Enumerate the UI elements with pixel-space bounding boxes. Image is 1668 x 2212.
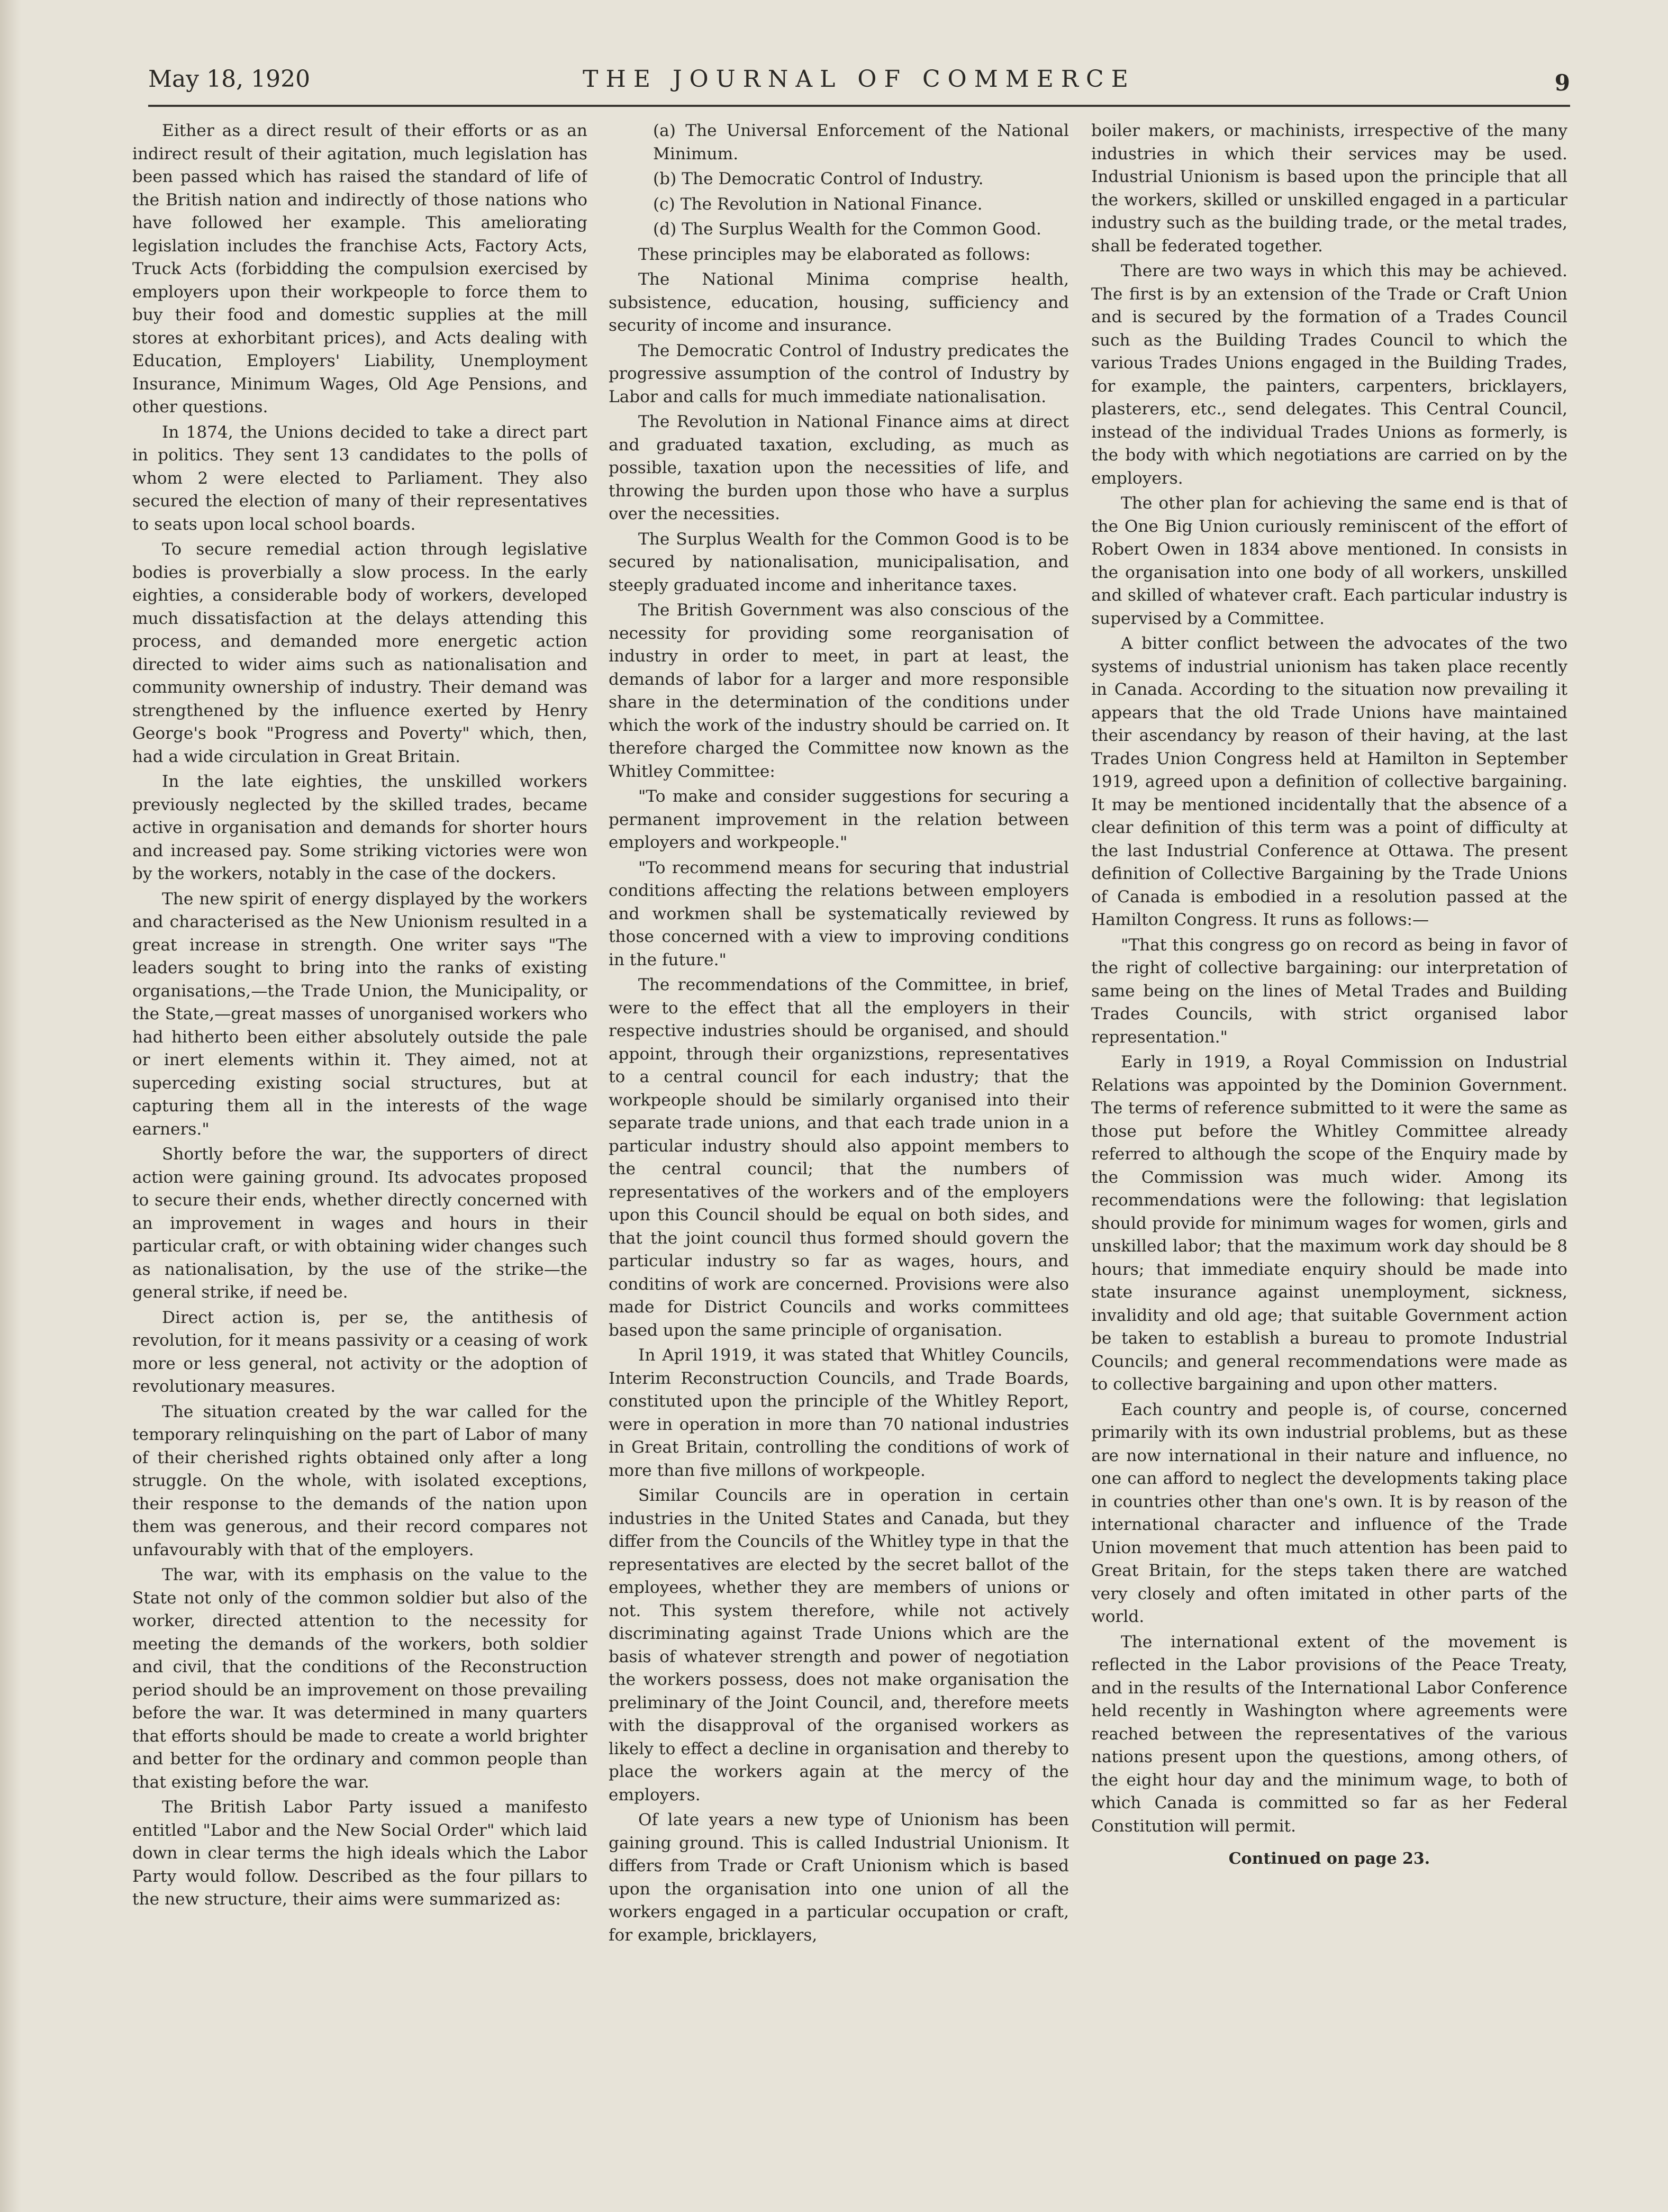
paragraph: The recommendations of the Committee, in brief, were to the effect that all the employers in their respective industries should be organised, and should appoint, through their organizstions, representatives to a central council for each industry; that the workpeople should be similarly organised into their separate trade unions, and that each trade union in a particular industry should also appoint members to the central council; that the numbers of representatives of the workers and of the employers upon this Council should be equal on both sides, and that the joint council thus formed should govern the particular industry so far as wages, hours, and conditins of work are concerned. Provisions were also made for District Councils and works committees based upon the same principle of organisation.: [609, 975, 1069, 1340]
paragraph: The other plan for achieving the same end is that of the One Big Union curiously reminiscent of the effort of Robert Owen in 1834 above mentioned. In consists in the organisation into one body of all workers, unskilled and skilled of whatever craft. Each particular industry is supervised by a Committee.: [1091, 494, 1567, 628]
paragraph: The British Labor Party issued a manifesto entitled "Labor and the New Social Order" which laid down in clear terms the high ideals which the Labor Party would follow. Described as the four pillars to the new structure, their aims were summarized as:: [132, 1798, 587, 1909]
paragraph: These principles may be elaborated as follows:: [638, 244, 1031, 264]
paragraph: The National Minima comprise health, subsistence, education, housing, sufficiency and security of income and insurance.: [609, 270, 1069, 335]
paragraph: The international extent of the movement is reflected in the Labor provisions of the Peace Treaty, and in the results of the International Labor Conference held recently in Washington where agreements were reached between the representatives of the various nations present upon the questions, among others, of the eight hour day and the minimum wage, to both of which Canada is committed so far as her Federal Constitution will permit.: [1091, 1632, 1567, 1836]
paragraph: The British Government was also conscious of the necessity for providing some reorganisation of industry in order to meet, in part at least, the demands of labor for a larger and more responsible share in the determination of the conditions under which the work of the industry should be carried on. It therefore charged the Committee now known as the Whitley Committee:: [609, 601, 1069, 781]
paragraph: In 1874, the Unions decided to take a direct part in politics. They sent 13 candidates to the polls of whom 2 were elected to Parliament. They also secured the election of many of their representatives to seats upon local school boards.: [132, 422, 587, 534]
paragraph: The Surplus Wealth for the Common Good is to be secured by nationalisation, municipalisation, and steeply graduated income and inheritance taxes.: [609, 529, 1069, 595]
paragraph: A bitter conflict between the advocates of the two systems of industrial unionism has taken place recently in Canada. According to the situation now prevailing it appears that the old Trade Unions have maintained their ascendancy by reason of their having, at the last Trades Union Congress held at Hamilton in September 1919, agreed upon a definition of collective bargaining. It may be mentioned incidentally that the absence of a clear definition of this term was a point of difficulty at the last Industrial Conference at Ottawa. The present definition of Collective Bargaining by the Trade Unions of Canada is embodied in a resolution passed at the Hamilton Congress. It runs as follows:—: [1091, 634, 1567, 929]
paragraph: There are two ways in which this may be achieved. The first is by an extension of the Trade or Craft Union and is secured by the formation of a Trades Council such as the Building Trades Council to which the various Trades Unions engaged in the Building Trades, for example, the painters, carpenters, bricklayers, plasterers, etc., send delegates. This Central Council, instead of the individual Trades Unions as formerly, is the body with which negotiations are carried on by the employers.: [1091, 261, 1567, 488]
journal-title: THE JOURNAL OF COMMERCE: [583, 66, 1136, 93]
page-number: 9: [1554, 70, 1570, 96]
paragraph: The war, with its emphasis on the value to the State not only of the common soldier but also of the worker, directed attention to the necessity for meeting the demands of the workers, both soldier and civil, that the conditions of the Reconstruction period should be an improvement on those prevailing before the war. It was determined in many quarters that efforts should be made to create a world brighter and better for the ordinary and common people than that existing before the war.: [132, 1565, 587, 1792]
quotation: "That this congress go on record as being in favor of the right of collective bargaining: our interpretation of same being on the lines of Metal Trades and Building Trades Councils, with strict organised labor representation.": [1091, 935, 1567, 1047]
paragraph: Early in 1919, a Royal Commission on Industrial Relations was appointed by the Dominion Government. The terms of reference submitted to it were the same as those put before the Whitley Committee already referred to although the scope of the Enquiry made by the Commission was much wider. Among its recommendations were the following: that legislation should provide for minimum wages for women, girls and unskilled labor; that the maximum work day should be 8 hours; that immediate enquiry should be made into state insurance against unemployment, sickness, invalidity and old age; that suitable Government action be taken to establish a bureau to promote Industrial Councils; and general recommendations were made as to collective bargaining and upon other matters.: [1091, 1053, 1567, 1394]
list-item: (a) The Universal Enforcement of the National Minimum.: [653, 121, 1069, 164]
paragraph: The situation created by the war called for the temporary relinquishing on the part of Labor of many of their cherished rights obtained only after a long struggle. On the whole, with isolated exceptions, their response to the demands of the nation upon them was generous, and their record compares not unfavourably with that of the employers.: [132, 1402, 587, 1560]
running-head: [148, 62, 1570, 107]
paragraph: Each country and people is, of course, concerned primarily with its own industrial problems, but as these are now international in their nature and influence, no one can afford to neglect the developments taking place in countries other than one's own. It is by reason of the international character and influence of the Trade Union movement that much attention has been paid to Great Britain, for the steps taken there are watched very closely and often imitated in other parts of the world.: [1091, 1400, 1567, 1626]
paragraph: To secure remedial action through legislative bodies is proverbially a slow process. In the early eighties, a considerable body of workers, developed much dissatisfaction at the delays attending this process, and demanded more energetic action directed to wider aims such as nationalisation and community ownership of industry. Their demand was strengthened by the influence exerted by Henry George's book "Progress and Poverty" which, then, had a wide circulation in Great Britain.: [132, 540, 587, 766]
quotation: "To recommend means for securing that industrial conditions affecting the relations between employers and workmen shall be systematically reviewed by those concerned with a view to improving conditions in the future.": [609, 858, 1069, 969]
paragraph: Either as a direct result of their efforts or as an indirect result of their agitation, much legislation has been passed which has raised the standard of life of the British nation and indirectly of those nations who have followed her example. This ameliorating legislation includes the franchise Acts, Factory Acts, Truck Acts (forbidding the compulsion exercised by employers upon their workpeople to force them to buy their food and domestic supplies at the mill stores at exhorbitant prices), and Acts dealing with Education, Employers' Liability, Unemployment Insurance, Minimum Wages, Old Age Pensions, and other questions.: [132, 121, 587, 416]
paragraph: The Revolution in National Finance aims at direct and graduated taxation, excluding, as much as possible, taxation upon the necessities of life, and throwing the burden upon those who have a surplus over the necessities.: [609, 412, 1069, 523]
paragraph: In the late eighties, the unskilled workers previously neglected by the skilled trades, became active in organisation and demands for shorter hours and increased pay. Some striking victories were won by the workers, notably in the case of the dockers.: [132, 772, 587, 883]
paragraph: boiler makers, or machinists, irrespective of the many industries in which their services may be used. Industrial Unionism is based upon the principle that all the workers, skilled or unskilled engaged in a particular industry such as the building trade, or the metal trades, shall be federated together.: [1091, 121, 1567, 256]
paragraph: In April 1919, it was stated that Whitley Councils, Interim Reconstruction Councils, and Trade Boards, constituted upon the principle of the Whitley Report, were in operation in more than 70 national industries in Great Britain, controlling the conditions of work of more than five millons of workpeople.: [609, 1346, 1069, 1480]
paragraph: Shortly before the war, the supporters of direct action were gaining ground. Its advocates proposed to secure their ends, whether directly concerned with an improvement in wages and hours in their particular craft, or with obtaining wider changes such as nationalisation, by the use of the strike—the general strike, if need be.: [132, 1145, 587, 1302]
issue-date: May 18, 1920: [148, 66, 311, 93]
quotation: "To make and consider suggestions for securing a permanent improvement in the relation between employers and workpeople.": [609, 787, 1069, 852]
continued-note: Continued on page 23.: [1228, 1850, 1430, 1868]
list-item: (d) The Surplus Wealth for the Common Good.: [653, 220, 1041, 239]
list-item: (c) The Revolution in National Finance.: [653, 194, 983, 214]
paragraph: Similar Councils are in operation in certain industries in the United States and Canada, but they differ from the Councils of the Whitley type in that the representatives are elected by the secret ballot of the employees, whether they are members of unions or not. This system therefore, while not actively discriminating against Trade Unions which are the basis of whatever strength and power of negotiation the workers possess, does not make organisation the preliminary of the Joint Council, and, therefore meets with the disapproval of the organised workers as likely to effect a decline in organisation and thereby to place the workers again at the mercy of the employers.: [609, 1486, 1069, 1805]
list-item: (b) The Democratic Control of Industry.: [653, 169, 984, 188]
paragraph: The new spirit of energy displayed by the workers and characterised as the New Unionism resulted in a great increase in strength. One writer says "The leaders sought to bring into the ranks of existing organisations,—the Trade Union, the Municipality, or the State,—great masses of unorganised workers who had hitherto been either absolutely outside the pale or inert elements within it. They aimed, not at superceding existing social structures, but at capturing them all in the interests of the wage earners.": [132, 889, 587, 1139]
paragraph: Direct action is, per se, the antithesis of revolution, for it means passivity or a ceasing of work more or less general, not activity or the adoption of revolutionary measures.: [132, 1308, 587, 1396]
column-3: [1091, 120, 1567, 2099]
column-1: [132, 120, 587, 2099]
page-edge-shadow: [0, 0, 21, 2212]
column-2: [609, 120, 1069, 2099]
paragraph: The Democratic Control of Industry predicates the progressive assumption of the control of Industry by Labor and calls for much immediate nationalisation.: [609, 341, 1069, 406]
paragraph: Of late years a new type of Unionism has been gaining ground. This is called Industrial Unionism. It differs from Trade or Craft Unionism which is based upon the organisation into one union of all the workers engaged in a particular occupation or craft, for example, bricklayers,: [609, 1810, 1069, 1945]
